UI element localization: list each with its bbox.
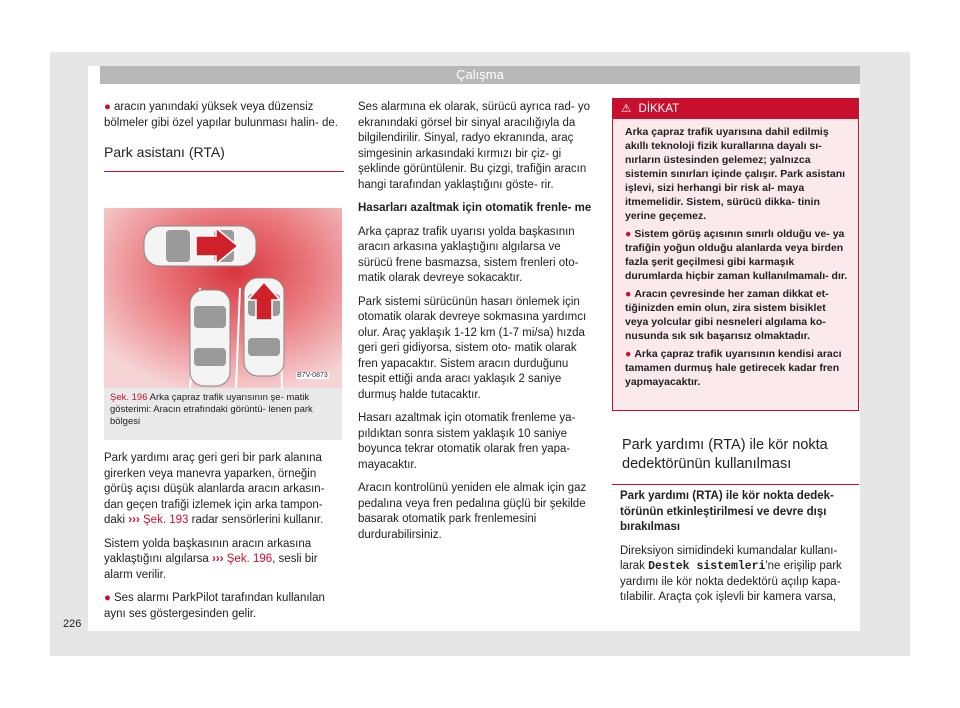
warning-bullet: ● Aracın çevresinde her zaman dikkat et- tiğinizden emin olun, zira sistem bisiklet veya yolcular gibi nesneleri algılama ko- nusunda sık sık başarısız olmaktadır. [625, 288, 829, 342]
left-column [104, 100, 342, 172]
intro-bullet: ● aracın yanındaki yüksek veya düzensiz bölmeler gibi özel yapılar bulunması halin- de. [104, 101, 338, 129]
reference-arrows: ››› [128, 514, 140, 526]
page-number: 226 [63, 618, 82, 630]
section-title-rta-blind-spot: Park yardımı (RTA) ile kör nokta dedektörünün kullanılması [612, 436, 859, 485]
paragraph: Park yardımı araç geri geri bir park alanına girerken veya manevra yaparken, örneğin görüş açısı düşük alanlarda aracın arkasın- dan geçen trafiği izlemek için arka tampon- daki ››› Şek. 193 radar sensörlerini kullanır. [104, 452, 325, 526]
warning-triangle-icon: ⚠ [621, 103, 632, 115]
figure-ref-link[interactable]: Şek. 196 [226, 553, 273, 565]
paragraph: Park sistemi sürücünün hasarı önlemek için otomatik olarak devreye sokmasına yardımcı olur. Araç yaklaşık 1-12 km (1-7 mi/sa) hızda geri geri gidiyorsa, sistem oto- matik olarak fren yapacaktır. Sistem aracın durduğunu tespit ettiği anda aracı yaklaşık 2 saniye durmuş halde tutacaktır. [358, 295, 587, 401]
section-title-rta: Park asistanı (RTA) [104, 145, 344, 172]
rta-figure [104, 208, 342, 388]
figure-code: B7V-0873 [297, 372, 328, 379]
bullet-icon: ● [625, 348, 632, 360]
menu-path: Destek sistemleri [648, 560, 766, 573]
bullet-icon: ● [625, 288, 632, 300]
warning-intro: Arka çapraz trafik uyarısına dahil edilmiş akıllı teknoloji fizik kurallarına dayalı sı- nırların üstesinden gelemez; yalnızca sistemin sınırları içinde çalışır. Park asistanı işlevi, sizi herhangi bir risk al- maya itmemelidir. Sistem, sürücü dikka- tinin yerine geçemez. [625, 126, 846, 222]
paragraph: Hasarı azaltmak için otomatik frenleme ya- pıldıktan sonra sistem yaklaşık 10 saniye boyunca tekrar otomatik olarak fren yapa- mayacaktır. [358, 412, 576, 471]
caption-ref[interactable]: Şek. 196 [110, 392, 148, 403]
subheading: Hasarları azaltmak için otomatik frenle- me [358, 202, 592, 214]
warning-header [613, 99, 858, 119]
paragraph: Sistem yolda başkasının aracın arkasına yaklaştığını algılarsa ››› Şek. 196, sesli bir alarm verilir. [104, 537, 318, 581]
warning-body [613, 119, 858, 389]
chapter-header: Çalışma [100, 66, 860, 84]
passing-car [144, 226, 256, 266]
bullet-icon: ● [104, 592, 111, 604]
warning-bullet: ● Arka çapraz trafik uyarısının kendisi aracı tamamen durmuş hale getirecek kadar fren yapmayacaktır. [625, 348, 842, 388]
figure-ref-link[interactable]: Şek. 193 [143, 514, 189, 526]
paragraph: Aracın kontrolünü yeniden ele almak için gaz pedalına veya fren pedalına güçlü bir şekilde basarak otomatik park frenlemesini durdurabilirsiniz. [358, 482, 587, 541]
middle-column [358, 100, 598, 551]
reference-arrows: ››› [212, 553, 224, 565]
bullet-item: ● Ses alarmı ParkPilot tarafından kullanılan aynı ses göstergesinden gelir. [104, 592, 325, 620]
paragraph: Direksiyon simidindeki kumandalar kullanı- larak Destek sistemleri'ne erişilip park yardımı ile kör nokta dedektörü açılıp kapa- tılabilir. Araçta çok işlevli bir kamera varsa, [620, 544, 842, 603]
warning-title: DİKKAT [638, 103, 680, 115]
parked-car [190, 290, 230, 386]
caption-text: Arka çapraz trafik uyarısının şe- matik gösterimi: Aracın etrafındaki görüntü- lenen park bölgesi [110, 392, 313, 427]
figure-caption [104, 388, 342, 440]
bullet-icon: ● [104, 101, 111, 113]
paragraph: Ses alarmına ek olarak, sürücü ayrıca rad- yo ekranındaki görsel bir sinyal aracılığıyla da bilgilendirilir. Sinyal, radyo ekranında, araç simgesinin arkasındaki kırmızı bir çiz- gi şeklinde görüntülenir. Bu çizgi, trafiğin aracın hangi tarafından yaklaştığını göste- rir. [358, 101, 591, 191]
subheading: Park yardımı (RTA) ile kör nokta dedek- törünün etkinleştirilmesi ve devre dışı bırakılması [620, 490, 834, 533]
right-column-lower [620, 489, 860, 614]
warning-bullet: ● Sistem görüş açısının sınırlı olduğu ve- ya trafiğin yoğun olduğu alanlarda veya birden fazla şerit geçilmesi gibi karmaşık durumlarda hiçbir zaman kullanılmamalı- dır. [625, 228, 848, 282]
paragraph: Arka çapraz trafik uyarısı yolda başkasının aracın arkasına yaklaştığını algılarsa ve sürücü frene basmazsa, sistem frenleri oto- matik olarak devreye sokacaktır. [358, 225, 579, 284]
own-car [244, 278, 284, 376]
warning-box [612, 98, 859, 411]
left-column-lower [104, 451, 344, 630]
bullet-icon: ● [625, 228, 632, 240]
